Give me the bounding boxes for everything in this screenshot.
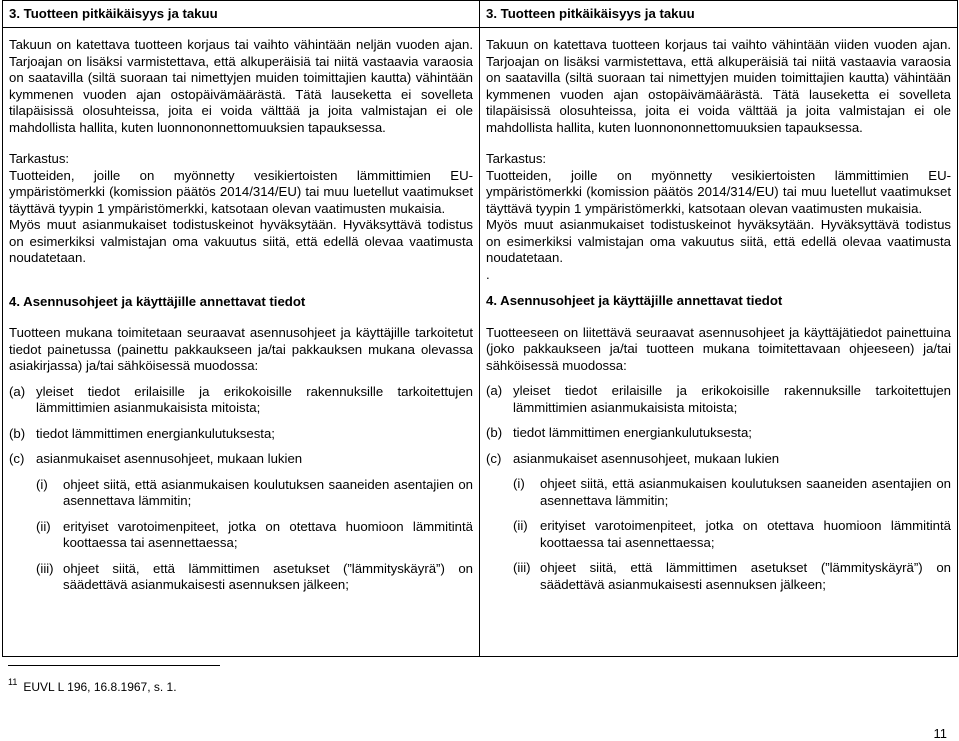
- right-sub-item-i: [513, 476, 951, 509]
- sub-item-label: (iii): [36, 560, 54, 576]
- right-section-heading: 3. Tuotteen pitkäikäisyys ja takuu: [486, 6, 695, 21]
- left-verification-text-2: Myös muut asianmukaiset todistuskeinot hyväksytään. Hyväksyttävä todistus on esimerkiksi valmistajan oma vakuutus siitä, että edellä olevaa vaatimusta noudatetaan.: [9, 217, 473, 265]
- list-item-label: (c): [486, 450, 502, 466]
- right-stray-dot: .: [486, 266, 490, 282]
- right-instructions-intro: Tuotteeseen on liitettävä seuraavat asennusohjeet ja käyttäjätiedot painettuina (joko pakkaukseen ja/tai tuotteen mukana toimitettavaan ohjeeseen) ja/tai sähköisessä muodossa:: [486, 324, 951, 373]
- list-item-text: asianmukaiset asennusohjeet, mukaan lukien: [36, 451, 303, 466]
- left-list-item-a: [9, 384, 473, 417]
- left-sub-item-i: [36, 477, 473, 510]
- list-item-text: yleiset tiedot erilaisille ja erikokoisille rakennuksille tarkoitettujen lämmittimien asianmukaisista mitoista;: [513, 383, 951, 415]
- footnote-number: 11: [8, 677, 18, 687]
- left-header-cell: [3, 1, 480, 28]
- list-item-label: (c): [9, 451, 25, 466]
- list-item-label: (a): [9, 383, 26, 399]
- left-sub-item-iii: [36, 561, 473, 594]
- list-item-text: asianmukaiset asennusohjeet, mukaan lukien: [513, 450, 780, 466]
- list-item-label: (b): [9, 425, 26, 441]
- right-verification-text: Tuotteiden, joille on myönnetty vesikiertoisten lämmittimien EU-ympäristömerkki (komission päätös 2014/314/EU) tai muu luetellut vaatimukset täyttävä tyypin 1 ympäristömerkki, katsotaan olevan vaatimusten mukaisia.: [486, 167, 951, 216]
- right-list-item-a: [486, 383, 951, 416]
- right-warranty-paragraph: Takuun on katettava tuotteen korjaus tai vaihto vähintään viiden vuoden ajan. Tarjoajan on lisäksi varmistettava, että alkuperäisiä tai niitä vastaavia varaosia on saatavilla (siltä suoraan tai nimettyjen muiden toimittajien kautta) vähintään kymmenen vuoden ajan ostopäivämäärästä. Tätä lauseketta ei sovelleta tilapäisissä olosuhteissa, joita ei voida välttää ja joita valmistajan ei ole mahdollista hallita, kuten luonnononnettomuuksien tapauksessa.: [486, 37, 951, 135]
- right-verification-label: Tarkastus:: [486, 151, 547, 166]
- sub-item-label: (ii): [513, 518, 528, 533]
- left-instructions-intro: Tuotteen mukana toimitetaan seuraavat asennusohjeet ja käyttäjille tarkoitetut tiedot painetussa (painettu pakkaukseen ja/tai pakkauksen mukana olevassa asiakirjassa) ja/tai sähköisessä muodossa:: [9, 325, 473, 373]
- sub-item-text: ohjeet siitä, että asianmukaisen koulutuksen saaneiden asentajien on asennettava lämmitin;: [63, 476, 473, 508]
- list-item-label: (b): [486, 425, 503, 440]
- right-body-cell: [480, 28, 958, 657]
- sub-item-text: ohjeet siitä, että lämmittimen asetukset (”lämmityskäyrä”) on säädettävä asianmukaisesti asennuksen jälkeen;: [63, 560, 473, 592]
- sub-item-label: (ii): [36, 518, 51, 534]
- list-item-text: yleiset tiedot erilaisille ja erikokoisille rakennuksille tarkoitettujen lämmittimien asianmukaisista mitoista;: [36, 383, 473, 415]
- left-list-item-c: [9, 451, 473, 468]
- sub-item-text: ohjeet siitä, että asianmukaisen koulutuksen saaneiden asentajien on asennettava lämmitin;: [540, 476, 951, 508]
- right-verification-text-2: Myös muut asianmukaiset todistuskeinot hyväksytään. Hyväksyttävä todistus on esimerkiksi valmistajan oma vakuutus siitä, että edellä olevaa vaatimusta noudatetaan.: [486, 217, 951, 265]
- sub-item-text: erityiset varotoimenpiteet, jotka on otettava huomioon lämmitintä koottaessa tai asennettaessa;: [540, 518, 951, 550]
- right-header-cell: [480, 1, 958, 28]
- right-list-item-b: [486, 425, 951, 442]
- footnote-text: EUVL L 196, 16.8.1967, s. 1.: [23, 680, 177, 694]
- sub-item-label: (i): [36, 476, 48, 492]
- left-verification-text: Tuotteiden, joille on myönnetty vesikiertoisten lämmittimien EU-ympäristömerkki (komission päätös 2014/314/EU) tai muu luetellut vaatimukset täyttävä tyypin 1 ympäristömerkki, katsotaan olevan vaatimusten mukaisia.: [9, 167, 473, 216]
- right-sub-item-iii: [513, 560, 951, 593]
- footnote-separator: [8, 665, 220, 666]
- sub-item-text: erityiset varotoimenpiteet, jotka on otettava huomioon lämmitintä koottaessa tai asennettaessa;: [63, 518, 473, 550]
- footnote: [8, 674, 177, 695]
- sub-item-text: ohjeet siitä, että lämmittimen asetukset (”lämmityskäyrä”) on säädettävä asianmukaisesti asennuksen jälkeen;: [540, 560, 951, 592]
- right-list-item-c: [486, 451, 951, 468]
- left-list-item-b: [9, 426, 473, 443]
- sub-item-label: (i): [513, 476, 525, 491]
- list-item-text: tiedot lämmittimen energiankulutuksesta;: [513, 425, 752, 440]
- left-warranty-paragraph: Takuun on katettava tuotteen korjaus tai vaihto vähintään neljän vuoden ajan. Tarjoajan on lisäksi varmistettava, että alkuperäisiä tai niitä vastaavia varaosia on saatavilla (siltä suoraan tai nimettyjen muiden toimittajien kautta) vähintään kymmenen vuoden ajan ostopäivämäärästä. Tätä lauseketta ei sovelleta tilapäisissä olosuhteissa, joita ei voida välttää ja joita valmistajan ei ole mahdollista hallita, kuten luonnononnettomuuksien tapauksessa.: [9, 37, 473, 135]
- left-section-heading: 3. Tuotteen pitkäikäisyys ja takuu: [9, 6, 218, 21]
- list-item-label: (a): [486, 383, 503, 398]
- comparison-table: [2, 0, 958, 657]
- right-sub-item-ii: [513, 518, 951, 551]
- page-number: 11: [933, 726, 947, 741]
- sub-item-label: (iii): [513, 560, 531, 575]
- left-body-cell: [3, 28, 480, 657]
- list-item-text: tiedot lämmittimen energiankulutuksesta;: [36, 425, 275, 441]
- right-section-4-heading: 4. Asennusohjeet ja käyttäjille annettavat tiedot: [486, 293, 783, 308]
- left-section-4-heading: 4. Asennusohjeet ja käyttäjille annettavat tiedot: [9, 293, 306, 309]
- left-verification-label: Tarkastus:: [9, 151, 70, 166]
- left-sub-item-ii: [36, 519, 473, 552]
